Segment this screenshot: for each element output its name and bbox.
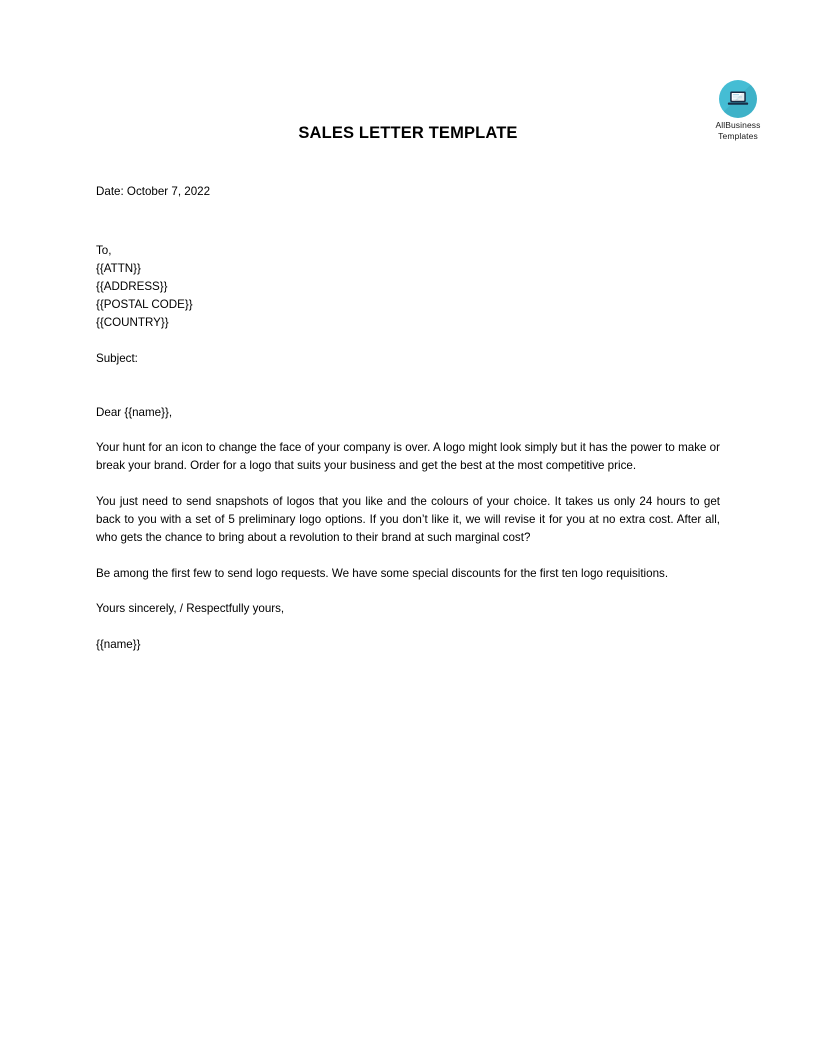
laptop-icon — [719, 80, 757, 118]
closing-line: Yours sincerely, / Respectfully yours, — [96, 602, 285, 615]
brand-name-line-1: AllBusiness — [715, 120, 761, 130]
spacer-after-greeting — [96, 422, 720, 439]
spacer-after-paragraph-2 — [96, 547, 720, 565]
recipient-address: {{ADDRESS}} — [96, 280, 168, 293]
page-title: SALES LETTER TEMPLATE — [298, 124, 518, 142]
recipient-salutation: To, — [96, 244, 112, 257]
recipient-attn: {{ATTN}} — [96, 262, 141, 275]
signature-name: {{name}} — [96, 638, 141, 651]
spacer-after-subject — [96, 368, 720, 404]
spacer-after-closing — [96, 618, 720, 636]
body-paragraph-2: You just need to send snapshots of logos that you like and the colours of your choice. It takes us only 24 hours to get back to you with a set of 5 preliminary logo options. If you don’t like it, we will revise it for you at no extra cost. After all, who gets the chance to bring about a revolution to their brand at such marginal cost? — [96, 495, 720, 544]
body-paragraph-1: Your hunt for an icon to change the face of your company is over. A logo might look simply but it has the power to make or break your brand. Order for a logo that suits your business and get the best at the most competitive price. — [96, 441, 720, 472]
recipient-postal-code: {{POSTAL CODE}} — [96, 298, 193, 311]
spacer-after-address — [96, 332, 720, 350]
recipient-country: {{COUNTRY}} — [96, 316, 169, 329]
brand-name-line-2: Templates — [718, 130, 758, 141]
greeting-line: Dear {{name}}, — [96, 406, 173, 419]
spacer-after-date — [96, 201, 720, 242]
recipient-block — [96, 242, 720, 332]
subject-line: Subject: — [96, 352, 138, 365]
spacer-after-paragraph-1 — [96, 475, 720, 493]
letter-body — [96, 183, 720, 654]
spacer-after-paragraph-3 — [96, 583, 720, 600]
date-line: Date: October 7, 2022 — [96, 185, 211, 198]
body-paragraph-3: Be among the first few to send logo requests. We have some special discounts for the first ten logo requisitions. — [96, 567, 669, 580]
